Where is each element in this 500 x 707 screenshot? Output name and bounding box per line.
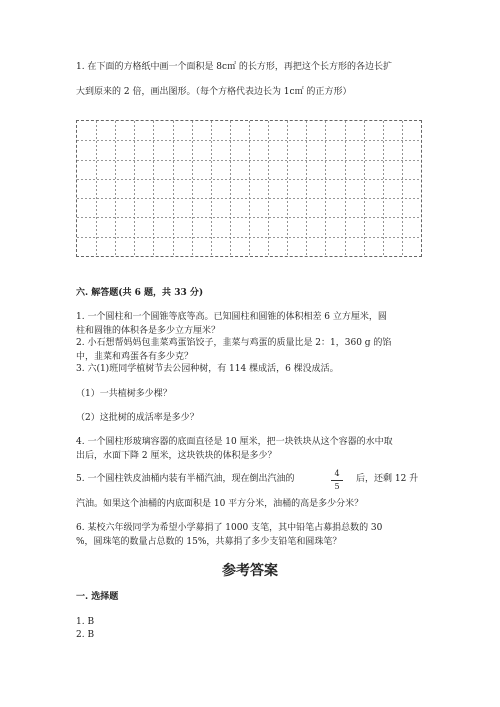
problem-5-line2: 汽油。如果这个油桶的内底面积是 10 平方分米，油桶的高是多少分米？: [76, 499, 364, 509]
problem-5-line1-left: 5. 一个圆柱铁皮油桶内装有半桶汽油，现在倒出汽油的: [76, 474, 295, 484]
fraction-numerator: 4: [334, 469, 340, 478]
problem-4-line1: 4. 一个圆柱形玻璃容器的底面直径是 10 厘米，把一块铁块从这个容器的水中取: [76, 437, 393, 447]
answers-title: 参考答案: [222, 563, 278, 579]
problem-3-sub1: （1）一共植树多少棵？: [76, 389, 172, 399]
problem-1-line2: 柱和圆锥的体积各是多少立方厘米？: [76, 326, 221, 336]
answers-section-heading: 一. 选择题: [76, 592, 119, 602]
problem-3: 3. 六(1)班同学植树节去公园种树，有 114 棵成活，6 棵没成活。: [76, 364, 339, 374]
problem-6-line2: %，圆珠笔的数量占总数的 15%，共募捐了多少支铅笔和圆珠笔？: [76, 537, 342, 547]
grid-lines: [77, 121, 421, 256]
answer-2: 2. B: [76, 630, 95, 640]
q1-line1: 1. 在下面的方格纸中画一个面积是 8c㎡ 的长方形，再把这个长方形的各边长扩: [76, 62, 392, 72]
fraction-denominator: 5: [334, 482, 340, 491]
problem-4-line2: 出后，水面下降 2 厘米，这块铁块的体积是多少？: [76, 451, 277, 461]
fraction-four-fifths: [331, 469, 343, 492]
problem-2-line2: 中，韭菜和鸡蛋各有多少克？: [76, 352, 194, 362]
grid-paper: [76, 120, 422, 257]
fraction-bar: [331, 480, 343, 481]
problem-3-sub2: （2）这批树的成活率是多少？: [76, 413, 199, 423]
problem-6-line1: 6. 某校六年级同学为希望小学募捐了 1000 支笔，其中铅笔占募捐总数的 30: [76, 523, 383, 533]
q1-line2: 大到原来的 2 倍，画出图形。（每个方格代表边长为 1c㎡ 的正方形）: [76, 87, 352, 97]
problem-5-line1-right: 后，还剩 12 升: [356, 474, 419, 484]
answer-1: 1. B: [76, 617, 95, 627]
problem-1-line1: 1. 一个圆柱和一个圆锥等底等高。已知圆柱和圆锥的体积相差 6 立方厘米，圆: [76, 312, 387, 322]
section6-heading: 六. 解答题(共 6 题，共 33 分): [76, 288, 204, 298]
problem-2-line1: 2. 小石想帮妈妈包韭菜鸡蛋馅饺子，韭菜与鸡蛋的质量比是 2：1，360 g 的馅: [76, 338, 392, 348]
